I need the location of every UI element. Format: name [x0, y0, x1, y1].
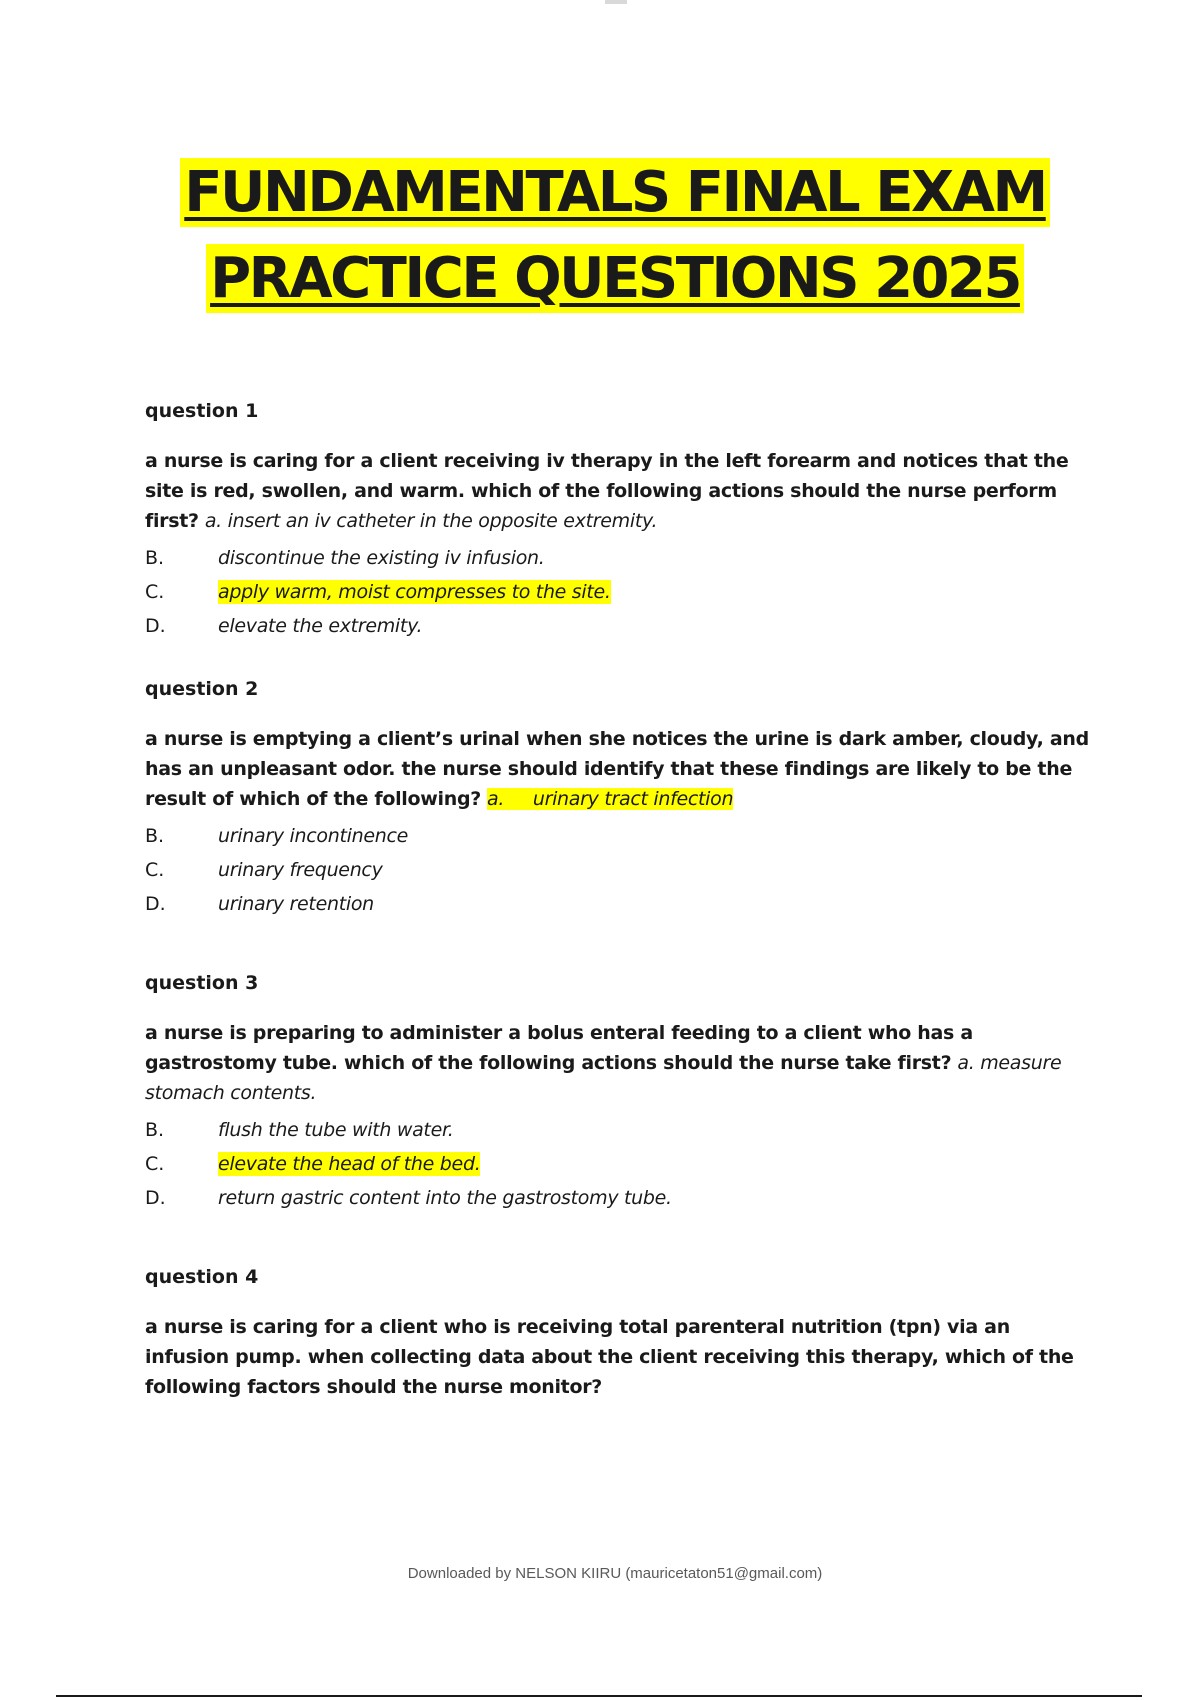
option-letter: C.: [145, 859, 165, 881]
option-letter: C.: [145, 1153, 165, 1175]
title-line-2: PRACTICE QUESTIONS 2025: [206, 244, 1024, 313]
option-row-d: [145, 1186, 1090, 1210]
option-letter: B.: [145, 1119, 165, 1141]
question-block-2: [145, 674, 1090, 916]
question-heading: question 1: [145, 400, 259, 422]
question-block-4: [145, 1262, 1090, 1402]
option-letter: D.: [145, 893, 166, 915]
document-title: [0, 150, 1200, 322]
question-heading: question 2: [145, 678, 259, 700]
question-stem: [145, 446, 1090, 536]
option-row-b: [145, 1118, 1090, 1142]
title-line-1: FUNDAMENTALS FINAL EXAM: [180, 158, 1049, 227]
option-row-d: [145, 614, 1090, 638]
option-letter: D.: [145, 1187, 166, 1209]
bottom-divider: [56, 1695, 1142, 1697]
question-heading: question 3: [145, 972, 259, 994]
option-row-b: [145, 824, 1090, 848]
questions-content: [145, 396, 1090, 1438]
option-letter: B.: [145, 547, 165, 569]
question-stem: [145, 1312, 1090, 1402]
highlighted-answer: apply warm, moist compresses to the site.: [218, 581, 611, 603]
option-text: elevate the extremity.: [218, 615, 423, 637]
highlighted-answer: elevate the head of the bed.: [218, 1153, 481, 1175]
option-text: flush the tube with water.: [218, 1119, 454, 1141]
question-stem-text: a nurse is caring for a client who is receiving total parenteral nutrition (tpn) via an infusion pump. when collecting data about the client receiving this therapy, which of the following factors should the nurse monitor?: [145, 1316, 1074, 1398]
option-text: return gastric content into the gastrostomy tube.: [218, 1187, 672, 1209]
page-top-mark: [605, 0, 627, 4]
question-stem: [145, 724, 1090, 814]
option-text: discontinue the existing iv infusion.: [218, 547, 545, 569]
option-letter: C.: [145, 581, 165, 603]
question-block-1: [145, 396, 1090, 638]
question-stem-text: a nurse is caring for a client receiving iv therapy in the left forearm and notices that the site is red, swollen, and warm. which of the following actions should the nurse perform first?: [145, 450, 1069, 532]
option-row-b: [145, 546, 1090, 570]
option-letter: D.: [145, 615, 166, 637]
option-text: urinary frequency: [218, 859, 383, 881]
option-row-d: [145, 892, 1090, 916]
option-text: urinary incontinence: [218, 825, 408, 847]
question-block-3: [145, 968, 1090, 1210]
option-row-c: [145, 580, 1090, 604]
question-stem: [145, 1018, 1090, 1108]
option-a: a. insert an iv catheter in the opposite extremity.: [204, 510, 658, 532]
option-text: urinary retention: [218, 893, 374, 915]
option-row-c: [145, 858, 1090, 882]
option-letter: B.: [145, 825, 165, 847]
option-row-c: [145, 1152, 1090, 1176]
highlighted-answer: a. urinary tract infection: [487, 788, 734, 810]
question-stem-text: a nurse is emptying a client’s urinal when she notices the urine is dark amber, cloudy, and has an unpleasant odor. the nurse should identify that these findings are likely to be the result of which of the following?: [145, 728, 1089, 810]
question-stem-text: a nurse is preparing to administer a bolus enteral feeding to a client who has a gastrostomy tube. which of the following actions should the nurse take first?: [145, 1022, 973, 1074]
option-a: a. measure stomach contents.: [145, 1052, 1062, 1104]
question-heading: question 4: [145, 1266, 259, 1288]
download-footer: Downloaded by NELSON KIIRU (mauricetaton51@gmail.com): [407, 1565, 823, 1582]
